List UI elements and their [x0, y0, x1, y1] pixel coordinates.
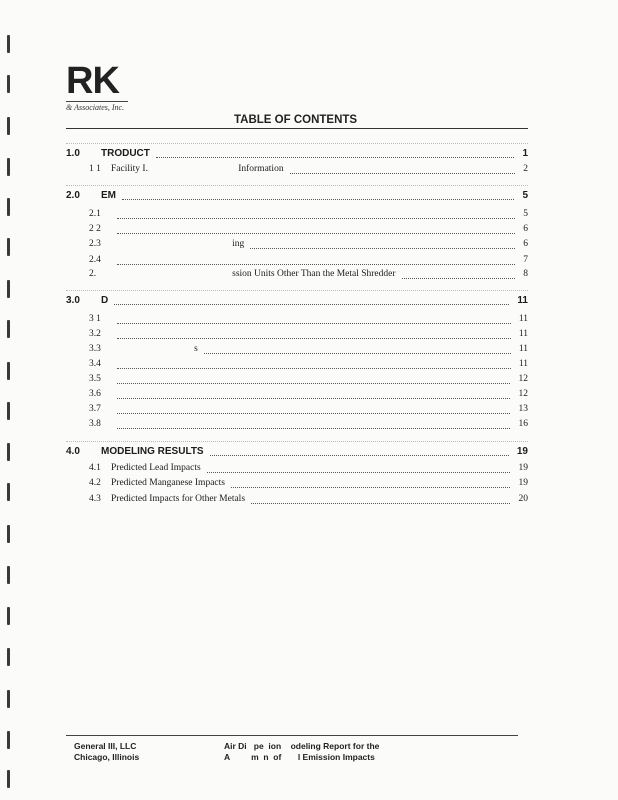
- toc-title: ssion Units Other Than the Metal Shredder: [111, 269, 396, 279]
- toc-title: EM: [101, 190, 116, 201]
- company-logo: RK: [66, 60, 119, 102]
- toc-page-number: 6: [523, 224, 528, 234]
- toc-subsection[interactable]: [66, 478, 528, 492]
- page-title: TABLE OF CONTENTS: [234, 114, 358, 126]
- toc-subsection[interactable]: [66, 224, 528, 238]
- toc-number: 3.8: [89, 419, 101, 429]
- toc-number: 3.3: [89, 344, 101, 354]
- binder-mark: [7, 402, 10, 420]
- binder-mark: [7, 117, 10, 135]
- footer-report-title: Air Di pe ion odeling Report for the: [224, 741, 380, 751]
- toc-leader-dots: [117, 398, 510, 399]
- toc-section[interactable]: [66, 446, 528, 460]
- toc-leader-dots: [207, 472, 510, 473]
- toc-number: 3.4: [89, 359, 101, 369]
- binder-mark: [7, 443, 10, 461]
- toc-leader-dots: [231, 487, 510, 488]
- toc-subsection[interactable]: [66, 164, 528, 178]
- toc-number: 2.4: [89, 255, 101, 265]
- toc-number: 4.2: [89, 478, 101, 488]
- toc-page-number: 19: [518, 478, 528, 488]
- toc-title: Predicted Lead Impacts: [111, 463, 201, 473]
- toc-leader-dots: [117, 368, 511, 369]
- binder-mark: [7, 690, 10, 708]
- toc-leader-dots: [114, 304, 509, 305]
- binder-mark: [7, 75, 10, 93]
- toc-page-number: 12: [518, 389, 528, 399]
- section-rule: [66, 185, 528, 186]
- section-rule: [66, 441, 528, 442]
- toc-number: 3.0: [66, 295, 80, 306]
- binder-mark: [7, 731, 10, 749]
- toc-leader-dots: [156, 157, 514, 158]
- toc-leader-dots: [204, 353, 511, 354]
- toc-leader-dots: [210, 455, 509, 456]
- toc-page-number: 13: [518, 404, 528, 414]
- toc-subsection[interactable]: [66, 374, 528, 388]
- toc-number: 2 2: [89, 224, 101, 234]
- company-logo-subtitle: & Associates, Inc.: [66, 101, 128, 112]
- toc-leader-dots: [117, 233, 515, 234]
- toc-section[interactable]: [66, 295, 528, 309]
- toc-subsection[interactable]: [66, 463, 528, 477]
- binder-mark: [7, 525, 10, 543]
- binder-mark: [7, 607, 10, 625]
- toc-leader-dots: [117, 383, 510, 384]
- toc-page-number: 5: [523, 209, 528, 219]
- toc-number: 4.0: [66, 446, 80, 457]
- toc-page-number: 11: [518, 344, 528, 354]
- toc-page-number: 2: [523, 164, 528, 174]
- binder-mark: [7, 280, 10, 298]
- toc-title: TRODUCT: [101, 148, 150, 159]
- toc-title: Predicted Impacts for Other Metals: [111, 494, 246, 504]
- footer-left: [74, 741, 139, 763]
- toc-title: D: [101, 295, 109, 306]
- binder-mark: [7, 238, 10, 256]
- toc-page-number: 11: [517, 295, 528, 306]
- toc-leader-dots: [251, 503, 510, 504]
- toc-leader-dots: [117, 264, 515, 265]
- toc-subsection[interactable]: [66, 494, 528, 508]
- toc-subsection[interactable]: [66, 359, 528, 373]
- toc-page-number: 5: [522, 190, 528, 201]
- toc-page-number: 11: [518, 359, 528, 369]
- section-rule: [66, 290, 528, 291]
- toc-page-number: 11: [518, 329, 528, 339]
- toc-leader-dots: [117, 413, 510, 414]
- toc-subsection[interactable]: [66, 239, 528, 253]
- title-rule: [66, 128, 528, 129]
- footer-right: [224, 741, 379, 763]
- toc-leader-dots: [117, 338, 511, 339]
- toc-number: 1 1: [89, 164, 101, 174]
- binder-mark: [7, 320, 10, 338]
- toc-number: 3 1: [89, 314, 101, 324]
- footer-report-subtitle: A m n of l Emission Impacts: [224, 752, 375, 762]
- toc-title: Facility I. Information: [111, 164, 284, 174]
- toc-number: 4.1: [89, 463, 101, 473]
- toc-number: 2.: [89, 269, 97, 279]
- toc-page-number: 7: [523, 255, 528, 265]
- toc-title: ing: [111, 239, 245, 249]
- toc-page-number: 19: [516, 446, 528, 457]
- toc-page-number: 11: [518, 314, 528, 324]
- toc-page-number: 1: [522, 148, 528, 159]
- toc-number: 3.2: [89, 329, 101, 339]
- toc-section[interactable]: [66, 190, 528, 204]
- toc-page-number: 20: [518, 494, 528, 504]
- toc-number: 2.3: [89, 239, 101, 249]
- toc-leader-dots: [250, 248, 515, 249]
- binder-mark: [7, 35, 10, 53]
- toc-page-number: 6: [523, 239, 528, 249]
- binder-mark: [7, 648, 10, 666]
- toc-number: 2.0: [66, 190, 80, 201]
- toc-page-number: 12: [518, 374, 528, 384]
- binder-mark: [7, 566, 10, 584]
- footer-rule: [66, 735, 518, 736]
- toc-leader-dots: [122, 199, 514, 200]
- toc-subsection[interactable]: [66, 404, 528, 418]
- toc-section[interactable]: [66, 148, 528, 162]
- toc-subsection[interactable]: [66, 329, 528, 343]
- toc-page-number: 8: [523, 269, 528, 279]
- toc-leader-dots: [402, 278, 515, 279]
- toc-number: 3.7: [89, 404, 101, 414]
- toc-title: Predicted Manganese Impacts: [111, 478, 225, 488]
- toc-number: 1.0: [66, 148, 80, 159]
- toc-number: 3.5: [89, 374, 101, 384]
- binder-mark: [7, 483, 10, 501]
- toc-subsection[interactable]: [66, 269, 528, 283]
- toc-subsection[interactable]: [66, 344, 528, 358]
- toc-subsection[interactable]: [66, 389, 528, 403]
- toc-page-number: 19: [518, 463, 528, 473]
- toc-leader-dots: [117, 323, 511, 324]
- binder-mark: [7, 198, 10, 216]
- section-rule: [66, 143, 528, 144]
- toc-subsection[interactable]: [66, 314, 528, 328]
- toc-title: s: [111, 344, 198, 354]
- toc-leader-dots: [290, 173, 515, 174]
- toc-subsection[interactable]: [66, 255, 528, 269]
- toc-leader-dots: [117, 218, 515, 219]
- binder-mark: [7, 770, 10, 788]
- toc-number: 2.1: [89, 209, 101, 219]
- toc-leader-dots: [117, 428, 510, 429]
- binder-mark: [7, 158, 10, 176]
- toc-number: 3.6: [89, 389, 101, 399]
- binder-mark: [7, 362, 10, 380]
- toc-number: 4.3: [89, 494, 101, 504]
- toc-subsection[interactable]: [66, 209, 528, 223]
- toc-subsection[interactable]: [66, 419, 528, 433]
- footer-company: General III, LLC: [74, 741, 137, 751]
- toc-title: MODELING RESULTS: [101, 446, 204, 457]
- toc-page-number: 16: [518, 419, 528, 429]
- footer-location: Chicago, Illinois: [74, 752, 140, 762]
